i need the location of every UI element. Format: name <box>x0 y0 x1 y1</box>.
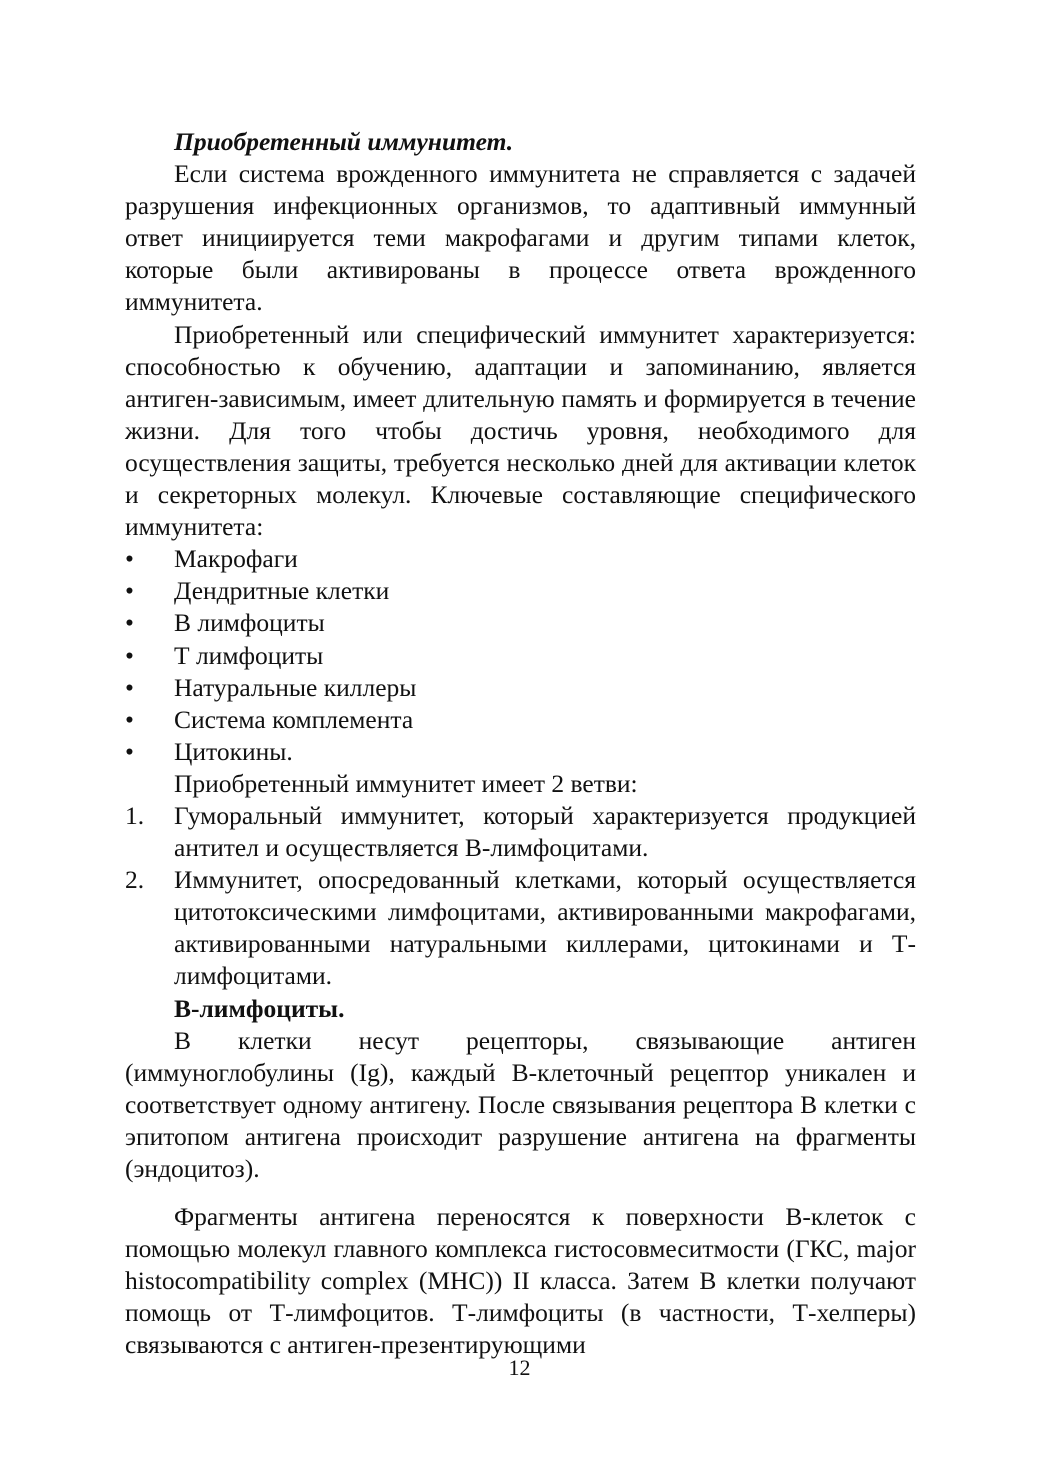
components-list <box>125 543 916 768</box>
list-item <box>125 543 916 575</box>
branches-list <box>125 800 916 993</box>
page-number: 12 <box>508 1355 531 1380</box>
item-number: 1. <box>125 800 145 830</box>
section-heading-b-lymphocytes: В-лимфоциты. <box>174 993 345 1023</box>
paragraph: В клетки несут рецепторы, связывающие антиген (иммуноглобулины (Ig), каждый В-клеточный рецептор уникален и соответствует одному антигену. После связывания рецептора В клетки с эпитопом антигена происходит разрушение антигена на фрагменты (эндоцитоз). <box>125 1025 916 1183</box>
paragraph-spacer <box>125 1185 916 1201</box>
bullet-icon: • <box>125 736 134 766</box>
numbered-item <box>125 864 916 992</box>
list-item <box>125 640 916 672</box>
bullet-icon: • <box>125 544 134 574</box>
list-item-text: Т лимфоциты <box>174 640 324 670</box>
bullet-icon: • <box>125 576 134 606</box>
list-item <box>125 736 916 768</box>
bullet-icon: • <box>125 672 134 702</box>
numbered-item <box>125 800 916 864</box>
section-heading-acquired-immunity: Приобретенный иммунитет. <box>174 127 514 156</box>
list-item-text: Макрофаги <box>174 544 298 574</box>
list-item-text: Натуральные киллеры <box>174 672 417 702</box>
paragraph: Если система врожденного иммунитета не справляется с задачей разрушения инфекционных организмов, то адаптивный иммунный ответ инициируется теми макрофагами и другим типами клеток, которые были активированы в процессе ответа врожденного иммунитета. <box>125 159 916 317</box>
bullet-icon: • <box>125 640 134 670</box>
page-body <box>125 126 916 1362</box>
item-number: 2. <box>125 865 145 895</box>
numbered-item-text: Гуморальный иммунитет, который характеризуется продукцией антител и осуществляется В-лимфоцитами. <box>174 800 916 863</box>
branches-intro: Приобретенный иммунитет имеет 2 ветви: <box>174 768 638 798</box>
bullet-icon: • <box>125 608 134 638</box>
list-item-text: В лимфоциты <box>174 608 325 638</box>
paragraph: Фрагменты антигена переносятся к поверхности В-клеток с помощью молекул главного комплекса гистосовмеситмости (ГКС, major histocompatibility complex (МНС)) II класса. Затем В клетки получают помощь от Т-лимфоцитов. Т-лимфоциты (в частности, Т-хелперы) связываются с антиген-презентирующими <box>125 1202 916 1360</box>
list-item <box>125 704 916 736</box>
list-item-text: Система комплемента <box>174 704 414 734</box>
list-item-text: Цитокины. <box>174 736 293 766</box>
list-item-text: Дендритные клетки <box>174 576 390 606</box>
list-item <box>125 607 916 639</box>
numbered-item-text: Иммунитет, опосредованный клетками, который осуществляется цитотоксическими лимфоцитами, активированными макрофагами, активированными натуральными киллерами, цитокинами и Т-лимфоцитами. <box>174 865 916 991</box>
list-item <box>125 575 916 607</box>
list-item <box>125 672 916 704</box>
paragraph: Приобретенный или специфический иммунитет характеризуется: способностью к обучению, адаптации и запоминанию, является антиген-зависимым, имеет длительную память и формируется в течение жизни. Для того чтобы достичь уровня, необходимого для осуществления защиты, требуется несколько дней для активации клеток и секреторных молекул. Ключевые составляющие специфического иммунитета: <box>125 319 916 542</box>
bullet-icon: • <box>125 704 134 734</box>
